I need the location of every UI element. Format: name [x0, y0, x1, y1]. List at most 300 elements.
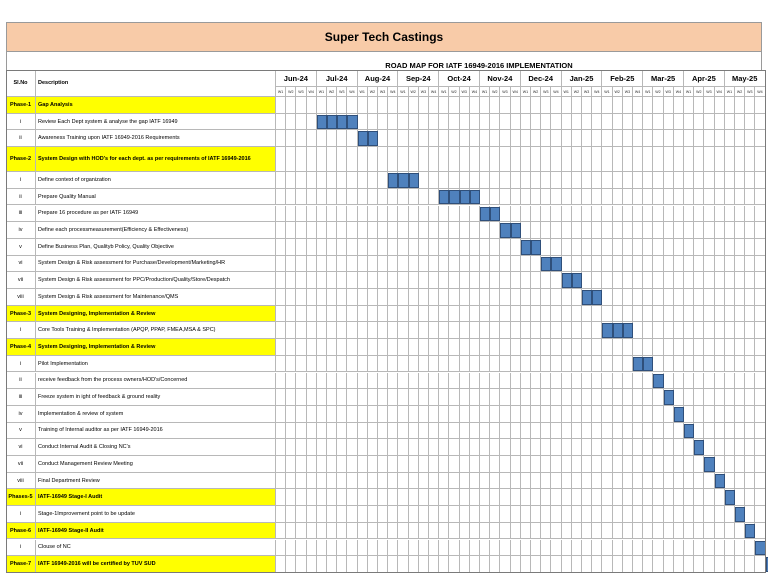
week-cell	[653, 172, 663, 189]
month-header: Dec-24	[521, 70, 562, 87]
week-cell	[521, 389, 531, 406]
week-cell	[307, 389, 317, 406]
week-cell	[337, 540, 347, 557]
week-cell	[653, 339, 663, 356]
week-cell	[735, 439, 745, 456]
week-cell	[286, 272, 296, 289]
week-cell	[358, 373, 368, 390]
gantt-bar	[551, 257, 561, 272]
week-cell	[490, 339, 500, 356]
week-cell	[286, 239, 296, 256]
week-cell	[562, 439, 572, 456]
week-cell	[602, 147, 612, 172]
week-header: W3	[337, 87, 347, 97]
week-header: W2	[368, 87, 378, 97]
week-cell	[368, 222, 378, 239]
week-cell	[439, 456, 449, 473]
week-cell	[511, 473, 521, 490]
week-cell	[715, 456, 725, 473]
week-cell	[521, 489, 531, 506]
week-cell	[694, 306, 704, 323]
week-cell	[276, 97, 286, 114]
week-cell	[398, 423, 408, 440]
gantt-bar	[409, 173, 419, 188]
week-cell	[286, 489, 296, 506]
week-cell	[684, 356, 694, 373]
week-cell	[286, 222, 296, 239]
task-description: Freeze system in ight of feedback & ground reality	[36, 389, 276, 406]
week-cell	[704, 222, 714, 239]
week-cell	[592, 147, 602, 172]
week-cell	[327, 523, 337, 540]
gantt-bar	[725, 490, 735, 505]
week-cell	[531, 339, 541, 356]
week-cell	[327, 222, 337, 239]
week-cell	[582, 456, 592, 473]
week-cell	[500, 423, 510, 440]
week-cell	[643, 523, 653, 540]
week-cell	[613, 489, 623, 506]
gantt-bar	[582, 290, 592, 305]
week-cell	[398, 489, 408, 506]
week-header: W2	[490, 87, 500, 97]
week-cell	[449, 97, 459, 114]
week-cell	[572, 206, 582, 223]
week-cell	[684, 239, 694, 256]
week-header: W2	[531, 87, 541, 97]
week-cell	[735, 489, 745, 506]
week-cell	[347, 489, 357, 506]
week-cell	[449, 130, 459, 147]
week-cell	[633, 373, 643, 390]
week-cell	[745, 222, 755, 239]
week-cell	[735, 130, 745, 147]
week-cell	[562, 556, 572, 573]
week-cell	[337, 356, 347, 373]
week-cell	[480, 222, 490, 239]
week-cell	[307, 189, 317, 206]
week-cell	[704, 556, 714, 573]
week-cell	[460, 373, 470, 390]
week-cell	[449, 272, 459, 289]
week-cell	[276, 130, 286, 147]
week-cell	[490, 322, 500, 339]
week-cell	[511, 130, 521, 147]
week-cell	[735, 272, 745, 289]
week-cell	[735, 456, 745, 473]
week-cell	[429, 473, 439, 490]
week-cell	[551, 339, 561, 356]
month-header: Mar-25	[643, 70, 684, 87]
week-header: W4	[592, 87, 602, 97]
gantt-bar	[521, 240, 531, 255]
gantt-bar	[500, 223, 510, 238]
week-cell	[633, 406, 643, 423]
week-cell	[592, 540, 602, 557]
week-cell	[592, 239, 602, 256]
week-cell	[592, 523, 602, 540]
week-cell	[653, 130, 663, 147]
week-cell	[562, 523, 572, 540]
week-cell	[551, 306, 561, 323]
week-cell	[511, 289, 521, 306]
week-cell	[582, 272, 592, 289]
week-cell	[704, 189, 714, 206]
task-number: i	[6, 322, 36, 339]
week-cell	[490, 506, 500, 523]
week-cell	[521, 556, 531, 573]
week-cell	[439, 439, 449, 456]
week-cell	[521, 373, 531, 390]
week-cell	[674, 456, 684, 473]
task-description: Define Business Plan, Qualityb Policy, Quality Objective	[36, 239, 276, 256]
week-cell	[490, 97, 500, 114]
week-cell	[745, 339, 755, 356]
week-cell	[755, 556, 765, 573]
week-cell	[409, 556, 419, 573]
week-cell	[368, 189, 378, 206]
week-cell	[337, 189, 347, 206]
week-cell	[480, 389, 490, 406]
week-cell	[602, 114, 612, 131]
week-cell	[327, 239, 337, 256]
week-cell	[623, 356, 633, 373]
week-cell	[286, 206, 296, 223]
week-cell	[725, 423, 735, 440]
week-cell	[378, 456, 388, 473]
week-cell	[490, 456, 500, 473]
task-description: Prepare 16 procedure as per IATF 16949	[36, 206, 276, 223]
week-cell	[378, 147, 388, 172]
week-cell	[388, 473, 398, 490]
week-cell	[470, 172, 480, 189]
gantt-bar	[337, 115, 347, 130]
week-cell	[602, 356, 612, 373]
phase-label: Phase-7	[6, 556, 36, 573]
week-cell	[398, 456, 408, 473]
week-cell	[296, 506, 306, 523]
week-cell	[684, 147, 694, 172]
week-cell	[398, 97, 408, 114]
week-cell	[602, 423, 612, 440]
week-cell	[755, 322, 765, 339]
week-cell	[572, 172, 582, 189]
week-cell	[562, 172, 572, 189]
week-header: W4	[755, 87, 765, 97]
week-header: W4	[551, 87, 561, 97]
week-cell	[419, 556, 429, 573]
week-cell	[286, 322, 296, 339]
week-cell	[725, 306, 735, 323]
week-cell	[286, 172, 296, 189]
week-cell	[368, 373, 378, 390]
week-cell	[480, 130, 490, 147]
week-cell	[511, 523, 521, 540]
week-cell	[286, 523, 296, 540]
month-header: Aug-24	[358, 70, 399, 87]
gantt-bar	[439, 190, 449, 205]
week-cell	[449, 506, 459, 523]
week-cell	[653, 439, 663, 456]
week-cell	[327, 423, 337, 440]
week-cell	[704, 406, 714, 423]
week-cell	[541, 130, 551, 147]
week-cell	[347, 130, 357, 147]
week-cell	[735, 339, 745, 356]
week-cell	[725, 239, 735, 256]
week-cell	[470, 456, 480, 473]
gantt-bar	[327, 115, 337, 130]
week-cell	[276, 456, 286, 473]
week-cell	[755, 339, 765, 356]
week-cell	[460, 222, 470, 239]
week-cell	[602, 406, 612, 423]
week-cell	[337, 423, 347, 440]
week-cell	[602, 206, 612, 223]
week-cell	[409, 540, 419, 557]
week-cell	[276, 389, 286, 406]
week-cell	[643, 456, 653, 473]
week-cell	[337, 272, 347, 289]
week-cell	[684, 272, 694, 289]
week-cell	[327, 506, 337, 523]
gantt-bar	[388, 173, 398, 188]
week-cell	[633, 206, 643, 223]
week-cell	[623, 439, 633, 456]
week-cell	[276, 423, 286, 440]
week-cell	[307, 172, 317, 189]
week-cell	[307, 147, 317, 172]
week-cell	[613, 114, 623, 131]
week-cell	[429, 114, 439, 131]
phase-label: Phase-2	[6, 147, 36, 172]
week-cell	[368, 272, 378, 289]
week-cell	[531, 506, 541, 523]
week-cell	[409, 456, 419, 473]
week-cell	[674, 222, 684, 239]
week-cell	[562, 306, 572, 323]
week-cell	[500, 130, 510, 147]
week-cell	[613, 289, 623, 306]
task-number: viii	[6, 473, 36, 490]
week-cell	[551, 114, 561, 131]
week-cell	[694, 339, 704, 356]
week-cell	[439, 423, 449, 440]
week-cell	[551, 289, 561, 306]
task-number: viii	[6, 289, 36, 306]
week-cell	[490, 256, 500, 273]
week-cell	[480, 473, 490, 490]
week-cell	[694, 373, 704, 390]
week-header: W4	[470, 87, 480, 97]
week-cell	[521, 222, 531, 239]
week-cell	[460, 130, 470, 147]
week-cell	[317, 289, 327, 306]
week-cell	[592, 306, 602, 323]
week-cell	[694, 523, 704, 540]
week-cell	[735, 97, 745, 114]
phase-label: Phase-4	[6, 339, 36, 356]
week-cell	[623, 473, 633, 490]
week-cell	[368, 147, 378, 172]
week-cell	[643, 339, 653, 356]
week-cell	[358, 256, 368, 273]
week-cell	[694, 506, 704, 523]
week-cell	[419, 189, 429, 206]
week-cell	[317, 272, 327, 289]
week-cell	[307, 523, 317, 540]
task-description: System Design & Risk assessment for PPC/Production/Quality/Store/Despatch	[36, 272, 276, 289]
phase-title: System Designing, Implementation & Review	[36, 339, 276, 356]
week-cell	[419, 439, 429, 456]
week-cell	[704, 389, 714, 406]
task-number: iv	[6, 406, 36, 423]
week-cell	[725, 147, 735, 172]
week-cell	[286, 556, 296, 573]
week-cell	[623, 389, 633, 406]
week-cell	[623, 272, 633, 289]
week-cell	[531, 473, 541, 490]
week-cell	[694, 473, 704, 490]
week-cell	[623, 97, 633, 114]
week-cell	[582, 322, 592, 339]
week-cell	[704, 147, 714, 172]
week-cell	[694, 389, 704, 406]
week-cell	[388, 489, 398, 506]
week-cell	[674, 389, 684, 406]
week-cell	[704, 356, 714, 373]
week-cell	[694, 239, 704, 256]
week-cell	[276, 373, 286, 390]
week-cell	[633, 289, 643, 306]
week-cell	[347, 322, 357, 339]
week-cell	[623, 489, 633, 506]
week-cell	[337, 289, 347, 306]
task-number: i	[6, 356, 36, 373]
week-header: W3	[623, 87, 633, 97]
week-cell	[531, 272, 541, 289]
week-cell	[664, 97, 674, 114]
week-cell	[541, 389, 551, 406]
month-header: Oct-24	[439, 70, 480, 87]
week-cell	[347, 523, 357, 540]
week-cell	[602, 473, 612, 490]
week-cell	[347, 556, 357, 573]
week-cell	[460, 272, 470, 289]
week-cell	[286, 356, 296, 373]
week-cell	[317, 373, 327, 390]
week-cell	[623, 423, 633, 440]
week-cell	[602, 306, 612, 323]
week-cell	[531, 172, 541, 189]
week-cell	[572, 97, 582, 114]
week-cell	[439, 339, 449, 356]
task-number: i	[6, 540, 36, 557]
week-cell	[490, 540, 500, 557]
week-cell	[684, 114, 694, 131]
week-cell	[521, 456, 531, 473]
week-cell	[745, 256, 755, 273]
week-cell	[531, 222, 541, 239]
week-header: W2	[449, 87, 459, 97]
week-cell	[429, 523, 439, 540]
week-cell	[562, 206, 572, 223]
task-description: System Design & Risk assessment for Purchase/Development/Marketing/HR	[36, 256, 276, 273]
week-cell	[337, 239, 347, 256]
week-cell	[480, 114, 490, 131]
week-cell	[409, 322, 419, 339]
week-cell	[613, 423, 623, 440]
week-cell	[470, 256, 480, 273]
week-cell	[613, 272, 623, 289]
week-cell	[541, 489, 551, 506]
task-description: Review Each Dept system & analyse the gap IATF 16949	[36, 114, 276, 131]
week-cell	[511, 373, 521, 390]
week-cell	[572, 540, 582, 557]
week-cell	[643, 289, 653, 306]
week-cell	[480, 339, 490, 356]
week-cell	[347, 540, 357, 557]
week-cell	[735, 189, 745, 206]
week-cell	[296, 339, 306, 356]
week-cell	[368, 97, 378, 114]
week-cell	[358, 439, 368, 456]
gantt-bar	[541, 257, 551, 272]
week-cell	[541, 206, 551, 223]
week-cell	[296, 256, 306, 273]
week-cell	[643, 114, 653, 131]
week-cell	[674, 322, 684, 339]
week-cell	[429, 556, 439, 573]
week-cell	[276, 556, 286, 573]
week-cell	[684, 306, 694, 323]
week-cell	[664, 356, 674, 373]
week-cell	[286, 540, 296, 557]
week-cell	[602, 506, 612, 523]
week-cell	[715, 556, 725, 573]
week-cell	[347, 222, 357, 239]
week-cell	[327, 147, 337, 172]
week-cell	[449, 489, 459, 506]
roadmap-gantt-table	[6, 0, 763, 568]
week-cell	[378, 172, 388, 189]
task-number: iii	[6, 206, 36, 223]
week-cell	[276, 206, 286, 223]
week-cell	[378, 206, 388, 223]
week-cell	[276, 439, 286, 456]
week-cell	[572, 489, 582, 506]
week-cell	[419, 306, 429, 323]
gantt-bar	[674, 407, 684, 422]
week-cell	[490, 523, 500, 540]
week-cell	[378, 189, 388, 206]
week-cell	[511, 114, 521, 131]
week-cell	[551, 130, 561, 147]
week-cell	[347, 473, 357, 490]
week-cell	[633, 556, 643, 573]
week-cell	[715, 439, 725, 456]
week-header: W1	[439, 87, 449, 97]
week-cell	[521, 272, 531, 289]
week-cell	[480, 489, 490, 506]
phase-title: IATF-16949 Stage-II Audit	[36, 523, 276, 540]
week-cell	[725, 272, 735, 289]
week-cell	[327, 189, 337, 206]
week-cell	[460, 256, 470, 273]
week-cell	[745, 130, 755, 147]
week-cell	[500, 147, 510, 172]
week-cell	[378, 439, 388, 456]
